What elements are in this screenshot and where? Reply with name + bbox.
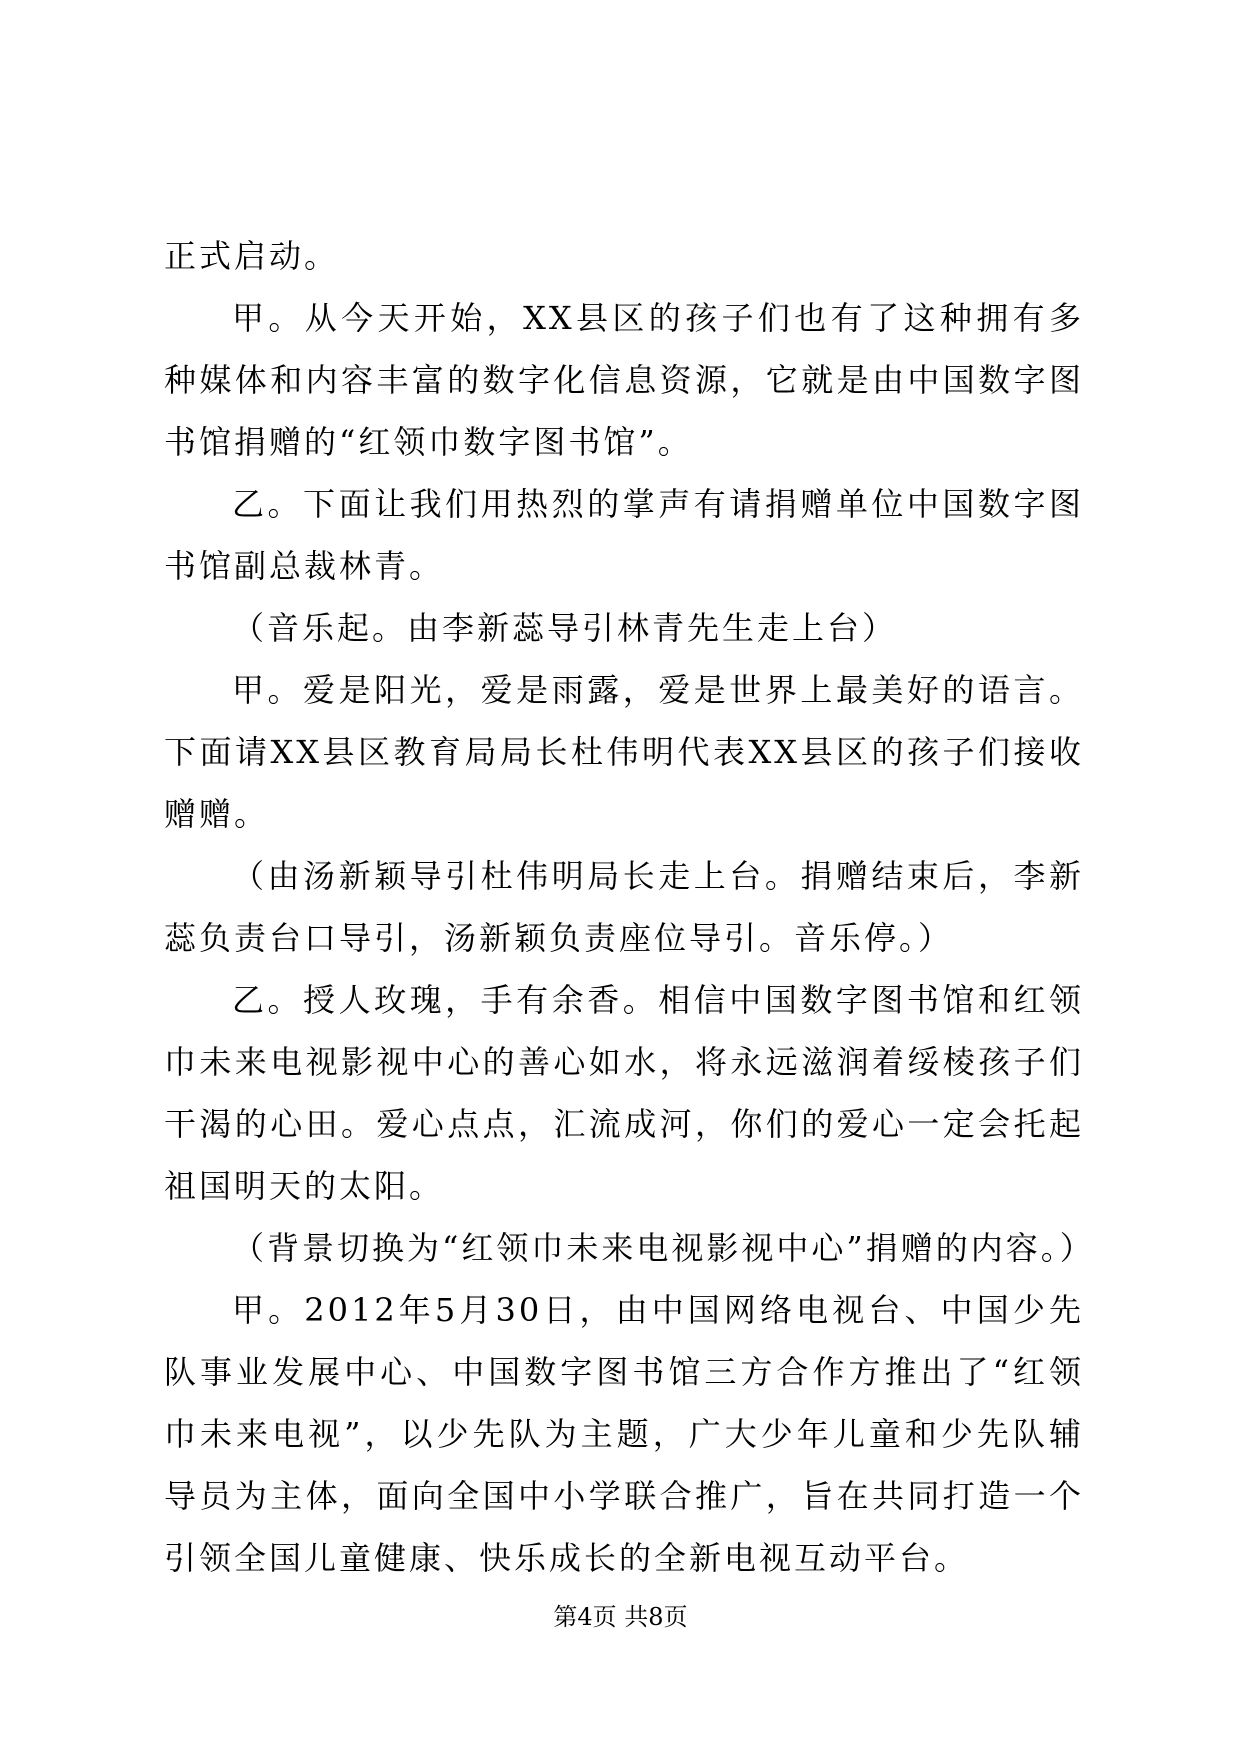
paragraph: 甲。从今天开始，XX县区的孩子们也有了这种拥有多种媒体和内容丰富的数字化信息资源，它就是由中国数字图书馆捐赠的“红领巾数字图书馆”。 — [164, 299, 1084, 461]
document-body — [164, 225, 1095, 1589]
paragraph: （背景切换为“红领巾未来电视影视中心”捐赠的内容。） — [232, 1229, 1095, 1267]
paragraph: 乙。授人玫瑰，手有余香。相信中国数字图书馆和红领巾未来电视影视中心的善心如水，将永远滋润着绥棱孩子们干渴的心田。爱心点点，汇流成河，你们的爱心一定会托起祖国明天的太阳。 — [164, 981, 1084, 1205]
paragraph: 甲。爱是阳光，爱是雨露，爱是世界上最美好的语言。下面请XX县区教育局局长杜伟明代表XX县区的孩子们接收赠赠。 — [164, 671, 1084, 833]
paragraph: （音乐起。由李新蕊导引林青先生走上台） — [232, 609, 898, 647]
paragraph: 乙。下面让我们用热烈的掌声有请捐赠单位中国数字图书馆副总裁林青。 — [164, 485, 1084, 585]
paragraph: （由汤新颖导引杜伟明局长走上台。捐赠结束后，李新蕊负责台口导引，汤新颖负责座位导引。音乐停。） — [164, 857, 1084, 957]
paragraph: 正式启动。 — [164, 237, 340, 275]
paragraph: 甲。2012年5月30日，由中国网络电视台、中国少先队事业发展中心、中国数字图书馆三方合作方推出了“红领巾未来电视”，以少先队为主题，广大少年儿童和少先队辅导员为主体，面向全国中小学联合推广，旨在共同打造一个引领全国儿童健康、快乐成长的全新电视互动平台。 — [164, 1291, 1084, 1577]
page-footer: 第4页 共8页 — [553, 1603, 688, 1631]
